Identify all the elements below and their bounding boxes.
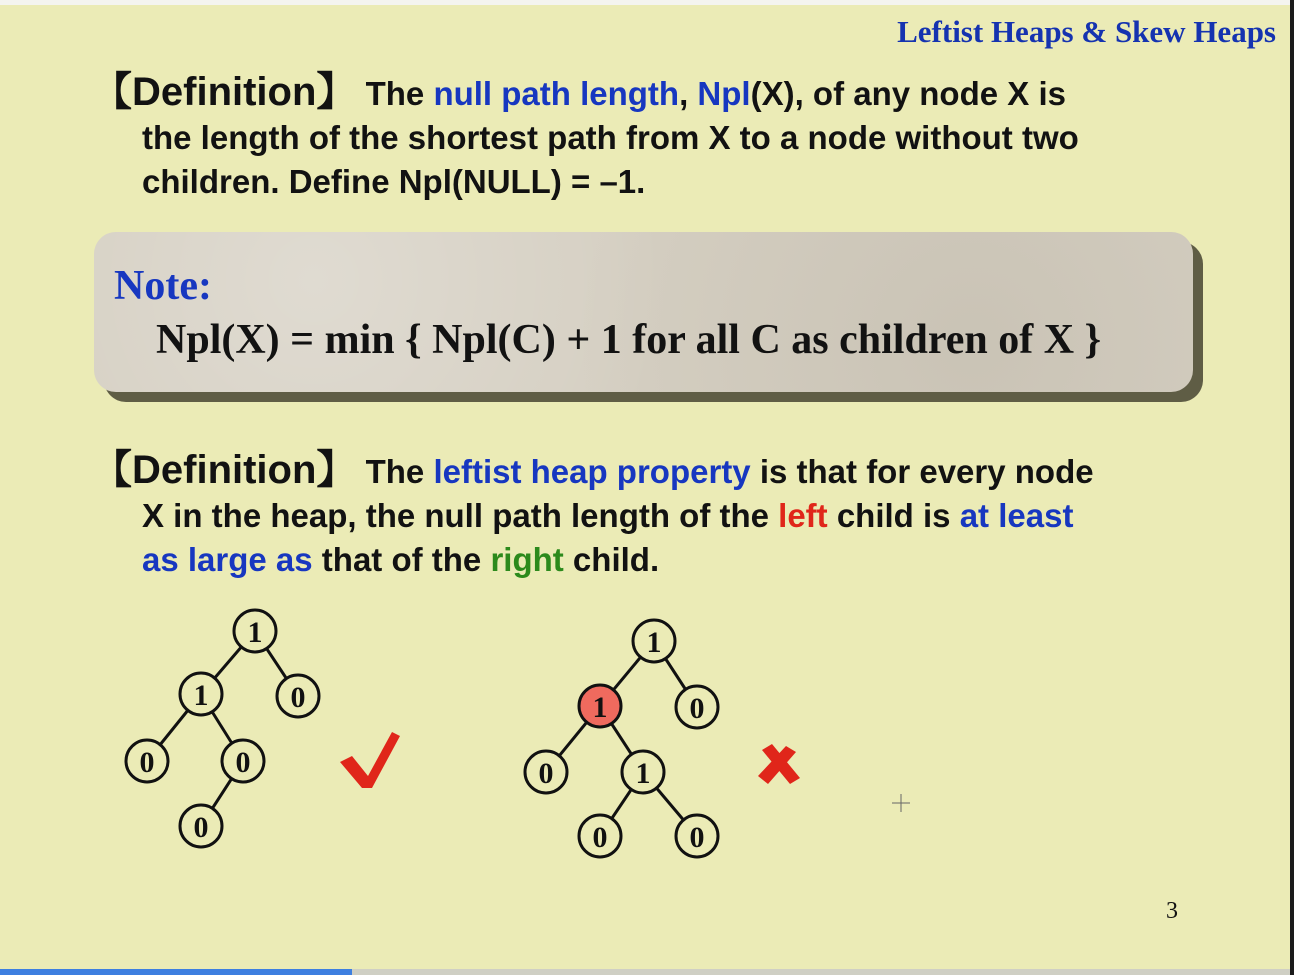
tree-node: [234, 610, 276, 652]
node-label: 1: [646, 626, 662, 659]
cross-mark-icon: [758, 744, 800, 784]
node-label: 0: [193, 811, 209, 844]
tree-node: [180, 673, 222, 715]
note-label: Note:: [114, 263, 212, 309]
def2-l1a: The: [356, 453, 434, 490]
node-label: 0: [290, 681, 306, 714]
tree-node: [579, 815, 621, 857]
tree-node: [676, 815, 718, 857]
tree-node: [633, 620, 675, 662]
tree-valid: [126, 610, 319, 847]
def2-l1c: is that for every node: [750, 453, 1094, 490]
tree-node: [676, 686, 718, 728]
def1-seg-0: The: [356, 75, 434, 112]
term-null-path-length: null path length: [433, 75, 680, 112]
def1-seg-2: ,: [679, 75, 698, 112]
node-label: 1: [592, 691, 608, 724]
tree-node: [126, 740, 168, 782]
crosshair-cursor-icon: [892, 794, 910, 812]
tree-node: [622, 751, 664, 793]
node-label: 1: [635, 757, 651, 790]
tree-node: [277, 675, 319, 717]
tree-node: [525, 751, 567, 793]
term-leftist-heap-property: leftist heap property: [433, 453, 751, 490]
term-npl: Npl: [697, 75, 751, 112]
node-label: 0: [689, 821, 705, 854]
term-as-large-as: as large as: [142, 541, 313, 578]
def2-l3b: that of the: [312, 541, 491, 578]
def2-l2c: child is: [827, 497, 960, 534]
def1-seg-4: (X), of any node X is: [750, 75, 1066, 112]
def2-l2a: X in the heap, the null path length of the: [142, 497, 779, 534]
node-label: 0: [592, 821, 608, 854]
note-formula: Npl(X) = min { Npl(C) + 1 for all C as children of X }: [156, 317, 1102, 363]
term-at-least: at least: [959, 497, 1074, 534]
node-label: 1: [247, 616, 263, 649]
definition-npl-line3: children. Define Npl(NULL) = –1.: [142, 163, 646, 200]
tree-invalid: [525, 620, 718, 857]
node-label: 0: [139, 746, 155, 779]
definition-npl-line2: the length of the shortest path from X to a node without two: [142, 119, 1079, 156]
page-number: 3: [1166, 898, 1178, 924]
video-progress-bar[interactable]: [0, 969, 1290, 975]
node-label: 0: [235, 746, 251, 779]
term-left: left: [778, 497, 828, 534]
video-progress-fill: [0, 969, 352, 975]
definition-tag: 【Definition】: [92, 448, 357, 492]
node-label: 0: [538, 757, 554, 790]
check-mark-icon: [340, 732, 400, 788]
definition-tag: 【Definition】: [92, 70, 357, 114]
tree-node: [222, 740, 264, 782]
slide-header-title: Leftist Heaps & Skew Heaps: [897, 14, 1276, 49]
node-label: 1: [193, 679, 209, 712]
tree-node: [180, 805, 222, 847]
def2-l3d: child.: [563, 541, 660, 578]
tree-node-highlighted: [579, 685, 621, 727]
term-right: right: [490, 541, 564, 578]
node-label: 0: [689, 692, 705, 725]
